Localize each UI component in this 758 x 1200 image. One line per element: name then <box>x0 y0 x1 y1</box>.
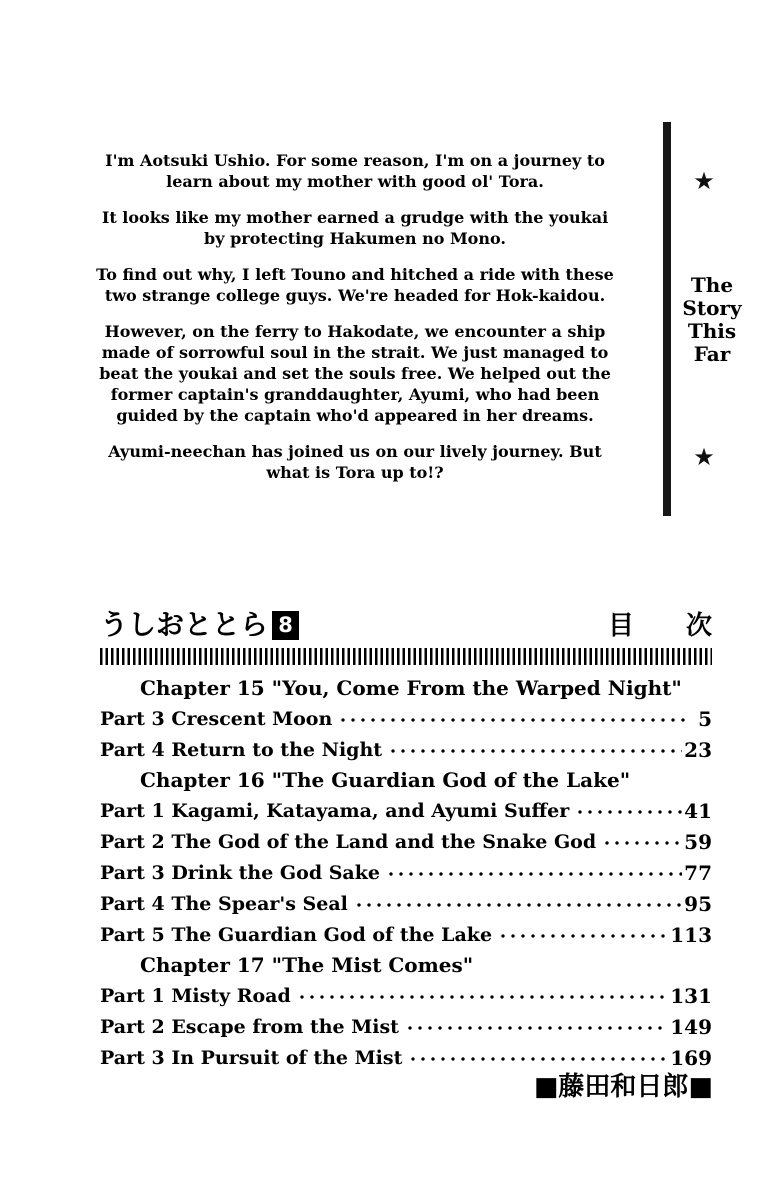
toc-chapter-label: Chapter 16 "The Guardian God of the Lake" <box>140 768 631 792</box>
side-title-line: Story <box>682 296 742 320</box>
table-of-contents <box>100 604 712 1073</box>
dot-leader <box>602 837 682 849</box>
toc-entry-label: Part 1 Misty Road <box>100 984 291 1007</box>
story-paragraph: It looks like my mother earned a grudge with the youkai by protecting Hakumen no Mono. <box>101 208 609 248</box>
series-title-block <box>100 609 299 641</box>
star-icon: ★ <box>693 443 715 471</box>
side-title-line: Far <box>693 342 731 366</box>
toc-chapter-heading <box>100 673 712 703</box>
toc-entry-page: 113 <box>670 922 712 947</box>
toc-entries <box>100 673 712 1073</box>
series-title: うしおととら <box>100 608 269 641</box>
dot-leader <box>405 1022 668 1034</box>
dot-leader <box>338 714 686 726</box>
story-paragraph: I'm Aotsuki Ushio. For some reason, I'm on a journey to learn about my mother with good ol' Tora. <box>105 151 605 191</box>
toc-entry <box>100 734 712 765</box>
dot-leader <box>498 930 668 942</box>
toc-entry-page: 5 <box>698 706 712 731</box>
toc-entry-label: Part 5 The Guardian God of the Lake <box>100 923 493 946</box>
story-summary <box>95 150 615 498</box>
star-icon: ★ <box>693 167 715 195</box>
toc-entry-label: Part 2 The God of the Land and the Snake God <box>100 830 597 853</box>
story-side-title <box>672 274 752 366</box>
toc-entry-label: Part 2 Escape from the Mist <box>100 1015 399 1038</box>
toc-entry-page: 59 <box>684 829 712 854</box>
toc-entry <box>100 703 712 734</box>
toc-chapter-heading <box>100 950 712 980</box>
toc-entry-label: Part 4 Return to the Night <box>100 738 383 761</box>
toc-entry-page: 77 <box>684 860 712 885</box>
black-square-icon: ■ <box>533 1072 559 1102</box>
toc-entry <box>100 1011 712 1042</box>
vertical-rule <box>663 122 671 516</box>
dot-leader <box>408 1053 668 1065</box>
contents-heading: 目 次 <box>607 611 712 641</box>
toc-entry-label: Part 3 Crescent Moon <box>100 707 333 730</box>
dot-leader <box>297 991 668 1003</box>
author-credit <box>534 1072 713 1102</box>
toc-chapter-label: Chapter 15 "You, Come From the Warped Night" <box>140 676 682 700</box>
toc-chapter-label: Chapter 17 "The Mist Comes" <box>140 953 474 977</box>
dot-leader <box>575 806 682 818</box>
story-paragraph: However, on the ferry to Hakodate, we encounter a ship made of sorrowful soul in the strait. We just managed to beat the youkai and set the souls free. We helped out the former captain's granddaughter, Ayumi, who had been guided by the captain who'd appeared in her dreams. <box>99 322 611 425</box>
toc-entry-label: Part 1 Kagami, Katayama, and Ayumi Suffer <box>100 799 570 822</box>
black-square-icon: ■ <box>688 1072 713 1102</box>
toc-entry-page: 41 <box>684 798 712 823</box>
toc-entry-label: Part 4 The Spear's Seal <box>100 892 348 915</box>
story-paragraph: To find out why, I left Touno and hitched a ride with these two strange college guys. We're headed for Hok-kaidou. <box>96 265 614 305</box>
toc-entry-label: Part 3 In Pursuit of the Mist <box>100 1046 403 1069</box>
side-title-line: This <box>687 319 737 343</box>
toc-entry-page: 95 <box>684 891 712 916</box>
toc-entry-label: Part 3 Drink the God Sake <box>100 861 380 884</box>
toc-entry-page: 149 <box>670 1014 712 1039</box>
toc-entry <box>100 826 712 857</box>
dot-leader <box>354 899 682 911</box>
toc-entry <box>100 857 712 888</box>
toc-chapter-heading <box>100 765 712 795</box>
toc-entry-page: 23 <box>684 737 712 762</box>
side-title-line: The <box>690 273 734 297</box>
author-name: 藤田和日郎 <box>558 1072 689 1102</box>
volume-number-badge: 8 <box>272 611 299 640</box>
dot-leader <box>388 745 682 757</box>
story-paragraph: Ayumi-neechan has joined us on our lively journey. But what is Tora up to!? <box>108 442 602 482</box>
toc-entry <box>100 795 712 826</box>
toc-entry <box>100 1042 712 1073</box>
toc-entry-page: 169 <box>670 1045 712 1070</box>
dot-leader <box>386 868 682 880</box>
toc-header <box>100 604 712 641</box>
striped-divider <box>100 648 712 665</box>
toc-entry <box>100 919 712 950</box>
toc-entry <box>100 980 712 1011</box>
toc-entry <box>100 888 712 919</box>
toc-entry-page: 131 <box>670 983 712 1008</box>
